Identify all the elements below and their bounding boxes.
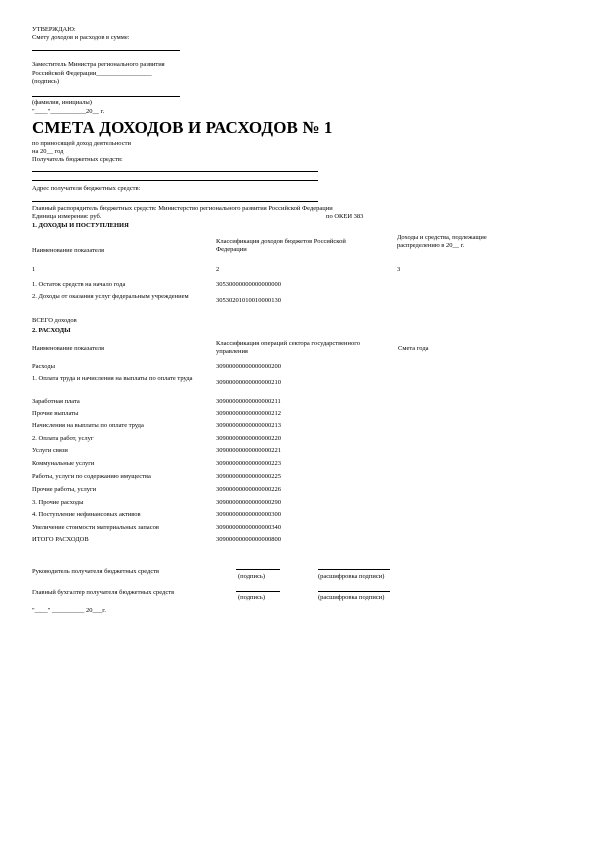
income-row-code: 30530000000000000000 xyxy=(216,281,281,288)
recipient-label: Получатель бюджетных средств: xyxy=(32,156,123,163)
approve-signature-caption: (подпись) xyxy=(32,78,59,85)
expense-row-code: 30900000000000000211 xyxy=(216,398,281,405)
approve-heading: УТВЕРЖДАЮ: xyxy=(32,26,76,33)
expense-row-name: Прочие выплаты xyxy=(32,410,79,417)
expense-row xyxy=(32,435,552,447)
recipient-line-1 xyxy=(32,171,318,172)
approve-sum-line xyxy=(32,50,180,51)
head-signature-label: Руководитель получателя бюджетных средств xyxy=(32,568,160,575)
expense-row-name: 2. Оплата работ, услуг xyxy=(32,435,94,442)
signature-date: "____" __________ 20___г. xyxy=(32,607,106,614)
income-row xyxy=(32,293,552,305)
expense-row-code: 30900000000000000200 xyxy=(216,363,281,370)
income-col-code: Классификация доходов бюджетов Российской Федерации xyxy=(216,238,346,253)
approve-sum-label: Смету доходов и расходов в сумме: xyxy=(32,34,130,41)
expense-row-code: 30900000000000000213 xyxy=(216,422,281,429)
recipient-line-2 xyxy=(32,180,318,181)
expense-row xyxy=(32,422,552,434)
income-row-name: 2. Доходы от оказания услуг федеральным учреждением xyxy=(32,293,189,300)
accountant-sign-line xyxy=(236,591,280,592)
expense-row-code: 30900000000000000210 xyxy=(216,379,281,386)
income-col-num-2: 2 xyxy=(216,266,220,273)
expenses-col-amount: Смета года xyxy=(398,345,429,352)
expense-row-name: Коммунальные услуги xyxy=(32,460,95,467)
expense-row-code: 30900000000000000225 xyxy=(216,473,281,480)
expense-row xyxy=(32,460,552,472)
approve-position-1: Заместитель Министра регионального развития xyxy=(32,61,165,68)
expense-row-code: 30900000000000000220 xyxy=(216,435,281,442)
head-sign-line xyxy=(236,569,280,570)
income-row xyxy=(32,281,552,293)
income-col-num-1: 1 xyxy=(32,266,36,273)
expense-row-name: Работы, услуги по содержанию имущества xyxy=(32,473,151,480)
expenses-col-name: Наименование показателя xyxy=(32,345,105,352)
intro-line-1: по приносящей доход деятельности xyxy=(32,140,131,147)
expenses-col-code: Классификация операций сектора государственного управления xyxy=(216,340,361,355)
expense-row xyxy=(32,499,552,511)
expense-row xyxy=(32,410,552,422)
intro-line-2: на 20__ год xyxy=(32,148,64,155)
head-decode-caption: (расшифровка подписи) xyxy=(318,573,385,580)
accountant-sign-caption: (подпись) xyxy=(238,594,265,601)
expense-row-name: Услуги связи xyxy=(32,447,68,454)
expense-row-code: 30900000000000000800 xyxy=(216,536,281,543)
expense-row-name: 3. Прочие расходы xyxy=(32,499,84,506)
expense-row-code: 30900000000000000290 xyxy=(216,499,281,506)
expense-row-name: Увеличение стоимости материальных запасов xyxy=(32,524,159,531)
expense-row-name: Прочие работы, услуги xyxy=(32,486,97,493)
expense-row-name: Заработная плата xyxy=(32,398,80,405)
income-row-code: 30530201010010000130 xyxy=(216,297,281,304)
expense-row xyxy=(32,447,552,459)
accountant-signature-label: Главный бухгалтер получателя бюджетных средств xyxy=(32,589,175,596)
expense-row-code: 30900000000000000221 xyxy=(216,447,281,454)
approve-name-caption: (фамилия, инициалы) xyxy=(32,99,92,106)
head-decode-line xyxy=(318,569,390,570)
head-sign-caption: (подпись) xyxy=(238,573,265,580)
income-heading: 1. ДОХОДЫ И ПОСТУПЛЕНИЯ xyxy=(32,222,129,229)
expense-row xyxy=(32,473,552,485)
accountant-decode-line xyxy=(318,591,390,592)
expense-row xyxy=(32,375,552,387)
expense-row-name: Начисления на выплаты по оплате труда xyxy=(32,422,144,429)
unit-label: Единица измерения: руб. xyxy=(32,213,102,220)
expense-row-code: 30900000000000000340 xyxy=(216,524,281,531)
expenses-heading: 2. РАСХОДЫ xyxy=(32,327,71,334)
approve-date: "____"___________20__ г. xyxy=(32,108,105,115)
expense-row xyxy=(32,486,552,498)
manager-label: Главный распорядитель бюджетных средств: Министерство регионального развития Российской Федерации xyxy=(32,205,333,212)
income-row-name: ВСЕГО доходов xyxy=(32,317,77,324)
expense-row xyxy=(32,524,552,536)
expense-row xyxy=(32,536,552,548)
approve-position-2: Российской Федерации_________________ xyxy=(32,70,152,77)
accountant-decode-caption: (расшифровка подписи) xyxy=(318,594,385,601)
expense-row-code: 30900000000000000223 xyxy=(216,460,281,467)
expense-row-code: 30900000000000000212 xyxy=(216,410,281,417)
income-row xyxy=(32,317,552,329)
income-row-name: 1. Остаток средств на начало года xyxy=(32,281,126,288)
address-label: Адрес получателя бюджетных средств: xyxy=(32,185,141,192)
income-col-name: Наименование показателя xyxy=(32,247,105,254)
approve-name-line xyxy=(32,96,180,97)
income-col-num-3: 3 xyxy=(397,266,401,273)
expense-row xyxy=(32,363,552,375)
expense-row-name: Расходы xyxy=(32,363,56,370)
okei-label: по ОКЕИ 383 xyxy=(326,213,364,220)
address-line xyxy=(32,201,318,202)
expense-row xyxy=(32,511,552,523)
expense-row-code: 30900000000000000226 xyxy=(216,486,281,493)
expense-row-code: 30900000000000000300 xyxy=(216,511,281,518)
income-col-amount: Доходы и средства, подлежащие распределению в 20__ г. xyxy=(397,234,487,249)
expense-row xyxy=(32,398,552,410)
document-title: СМЕТА ДОХОДОВ И РАСХОДОВ № 1 xyxy=(32,118,333,137)
expense-row-name: ИТОГО РАСХОДОВ xyxy=(32,536,89,543)
expense-row-name: 1. Оплата труда и начисления на выплаты по оплате труда xyxy=(32,375,193,382)
expense-row-name: 4. Поступление нефинансовых активов xyxy=(32,511,141,518)
